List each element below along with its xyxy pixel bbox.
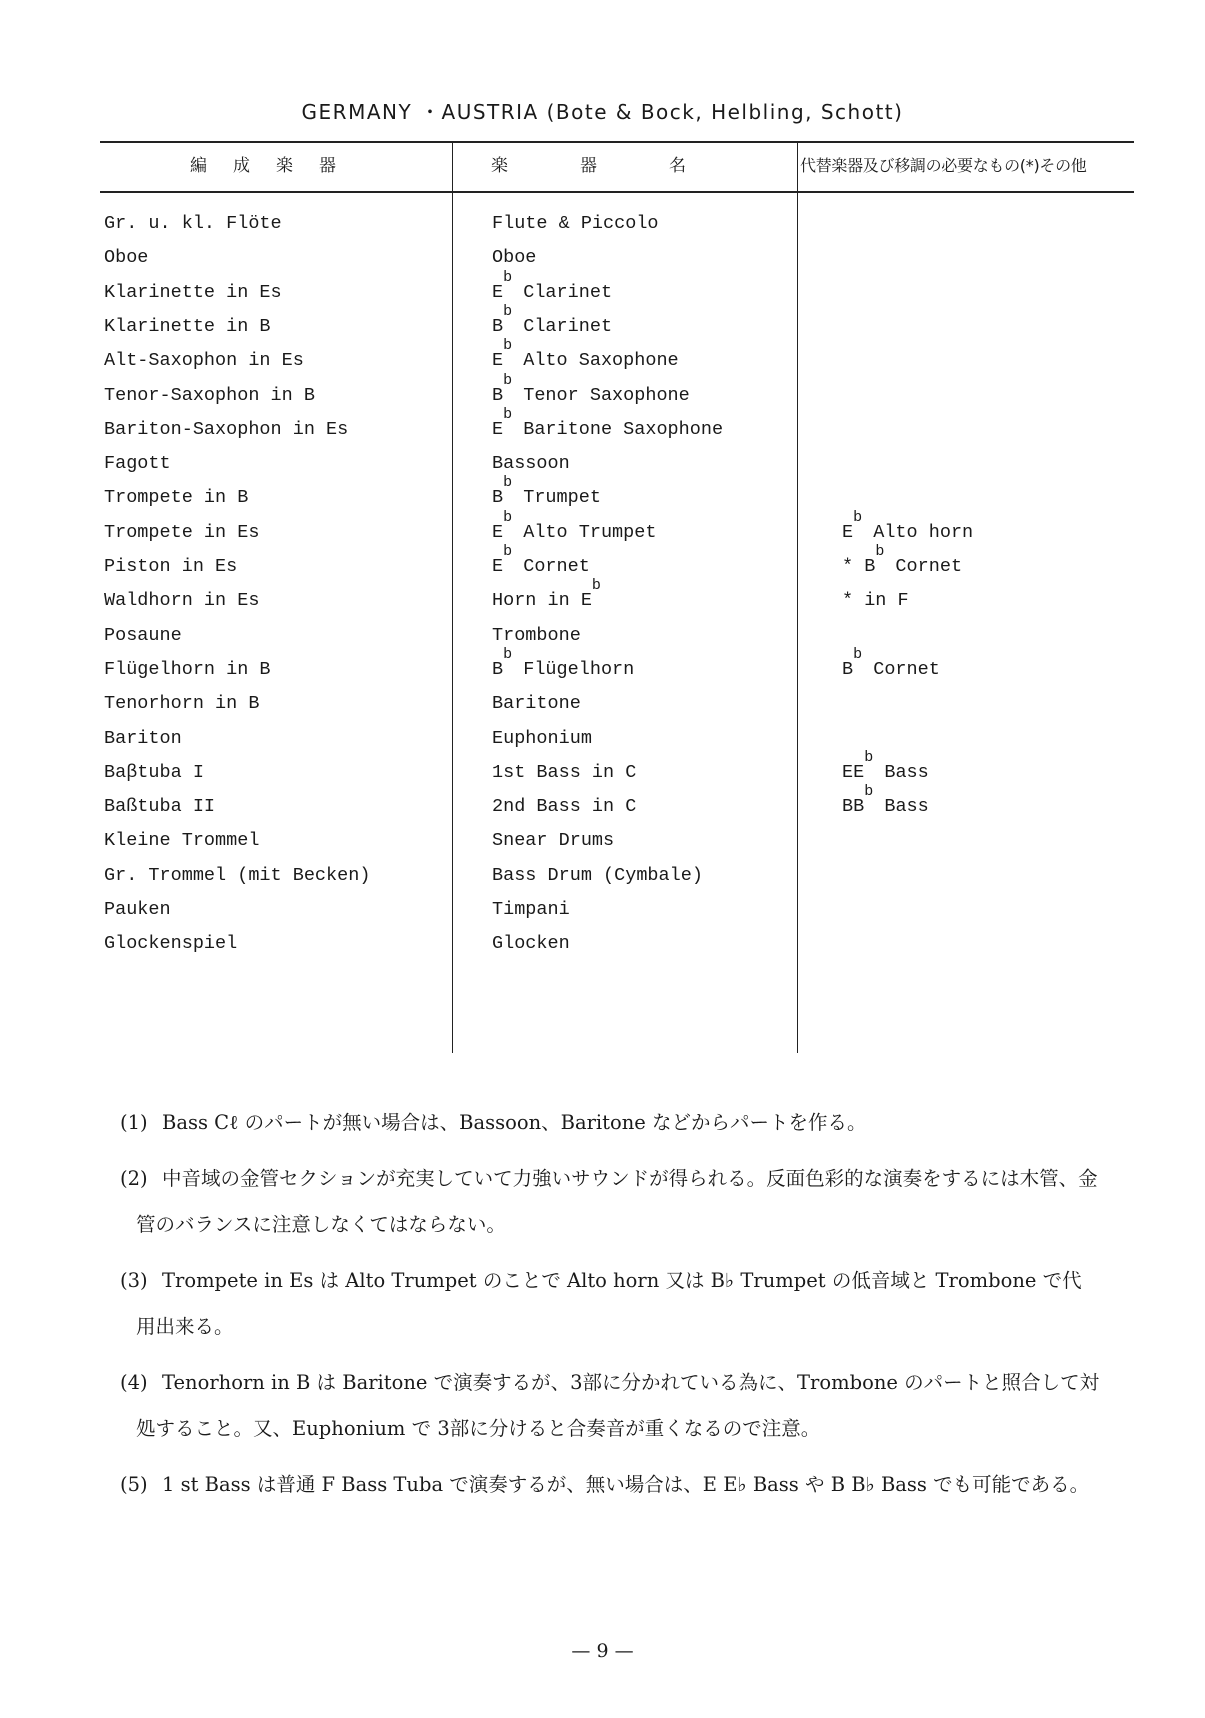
flat-superscript: b	[503, 337, 513, 355]
table-row	[100, 748, 1134, 792]
german-name	[104, 754, 204, 792]
table-row	[100, 685, 1134, 723]
english-name	[492, 543, 590, 586]
english-name-text: 1st Bass in C	[492, 761, 637, 783]
english-name	[492, 337, 679, 380]
english-name-text: E	[492, 521, 504, 543]
note-number: (1)	[120, 1111, 148, 1134]
flat-superscript: b	[503, 371, 513, 389]
english-name-text: Snear Drums	[492, 830, 615, 852]
german-name-text: Waldhorn in Es	[104, 590, 260, 612]
english-name-rest: Baritone Saxophone	[512, 418, 724, 440]
substitute-name	[842, 645, 940, 689]
german-name-text: Klarinette in Es	[104, 281, 282, 303]
table-row	[100, 645, 1134, 689]
table-row	[100, 474, 1134, 517]
english-name-rest: Alto Trumpet	[512, 521, 657, 543]
english-name-rest: Alto Saxophone	[512, 350, 679, 372]
english-name-text: Horn in E	[492, 590, 592, 612]
table-row	[100, 891, 1134, 929]
english-name-text: Timpani	[492, 899, 570, 920]
german-name-text: Baßtuba II	[104, 796, 216, 818]
page-number: — 9 —	[571, 1640, 634, 1662]
german-name	[104, 822, 259, 860]
flat-superscript: b	[853, 508, 863, 526]
english-name	[492, 405, 724, 449]
substitute-name-text: * B	[842, 556, 876, 577]
english-name-rest: Trumpet	[512, 487, 601, 509]
german-name-text: Trompete in Es	[104, 521, 260, 543]
table-row	[100, 405, 1134, 449]
flat-superscript: b	[853, 645, 863, 663]
german-name-text: Trompete in B	[104, 487, 249, 509]
english-name	[492, 239, 536, 277]
note-text: 中音域の金管セクションが充実していて力強いサウンドが得られる。反面色彩的な演奏をするには木管、金管のバランスに注意しなくてはならない。	[136, 1167, 1098, 1236]
substitute-name-rest: Alto horn	[862, 521, 974, 543]
note-text: 1 st Bass は普通 F Bass Tuba で演奏するが、無い場合は、E E♭ Bass や B B♭ Bass でも可能である。	[162, 1473, 1090, 1496]
english-name	[492, 371, 690, 415]
german-name-text: Fagott	[104, 453, 171, 475]
note-number: (3)	[120, 1269, 148, 1292]
english-name-text: E	[492, 281, 504, 303]
substitute-name-text: * in F	[842, 590, 909, 612]
note-item	[120, 1360, 1100, 1452]
table-row	[100, 239, 1134, 277]
table-row	[100, 205, 1134, 243]
flat-superscript: b	[875, 543, 885, 560]
english-name	[492, 857, 703, 895]
english-name-text: Trombone	[492, 624, 581, 646]
table-row	[100, 302, 1134, 346]
english-name-text: Oboe	[492, 247, 537, 269]
german-name	[104, 925, 237, 963]
english-name-rest: Tenor Saxophone	[512, 384, 690, 406]
german-name	[104, 891, 171, 929]
german-name-text: Gr. Trommel (mit Becken)	[104, 864, 371, 886]
header-substitute: 代替楽器及び移調の必要なもの(*)その他	[800, 156, 1087, 175]
german-name	[104, 788, 215, 826]
german-name	[104, 308, 271, 346]
english-name	[492, 508, 657, 552]
english-name-rest: Cornet	[512, 556, 590, 577]
english-name-text: E	[492, 350, 504, 372]
table-header-rule	[100, 191, 1134, 193]
english-name-text: B	[492, 487, 504, 509]
substitute-name	[842, 543, 963, 586]
note-item	[120, 1156, 1100, 1248]
flat-superscript: b	[503, 405, 513, 423]
english-name-text: E	[492, 418, 504, 440]
substitute-name	[842, 783, 929, 826]
header-ensemble-instrument: 編成楽器	[190, 156, 362, 176]
note-text: Tenorhorn in B は Baritone で演奏するが、3部に分かれている為に、Trombone のパートと照合して対処すること。又、Euphonium で 3部に分けると合奏音が重くなるので注意。	[136, 1371, 1100, 1440]
substitute-name-text: BB	[842, 796, 865, 818]
english-name-text: Flute & Piccolo	[492, 213, 659, 234]
substitute-name-rest: Bass	[873, 761, 929, 783]
table-row	[100, 543, 1134, 586]
german-name-text: Oboe	[104, 247, 149, 269]
substitute-name-text: E	[842, 521, 854, 543]
flat-superscript: b	[503, 508, 513, 526]
table-row	[100, 783, 1134, 826]
flat-superscript: b	[591, 577, 601, 595]
german-name-text: Kleine Trommel	[104, 830, 260, 852]
english-name-text: B	[492, 658, 504, 680]
english-name	[492, 205, 659, 243]
flat-superscript: b	[503, 302, 513, 320]
english-name	[492, 754, 636, 792]
note-number: (2)	[120, 1167, 148, 1190]
english-name-rest: Flügelhorn	[512, 658, 635, 680]
english-name-text: Bass Drum (Cymbale)	[492, 864, 703, 886]
german-name-text: Gr. u. kl. Flöte	[104, 213, 282, 234]
page-title: GERMANY ・AUSTRIA (Bote & Bock, Helbling, Schott)	[301, 100, 904, 124]
table-row	[100, 925, 1134, 963]
english-name-rest: Clarinet	[512, 315, 613, 337]
german-name	[104, 205, 282, 243]
german-name-text: Posaune	[104, 624, 182, 646]
english-name	[492, 720, 592, 758]
flat-superscript: b	[503, 645, 513, 663]
german-name-text: Tenor-Saxophon in B	[104, 384, 315, 406]
german-name-text: Glockenspiel	[104, 933, 238, 955]
german-name-text: Pauken	[104, 899, 171, 920]
substitute-name	[842, 582, 909, 620]
table-row	[100, 577, 1134, 620]
german-name	[104, 239, 148, 277]
german-name-text: Tenorhorn in B	[104, 693, 260, 715]
table-row	[100, 371, 1134, 415]
german-name	[104, 582, 259, 620]
substitute-name	[842, 748, 929, 792]
substitute-name-text: EE	[842, 761, 865, 783]
german-name-text: Klarinette in B	[104, 315, 271, 337]
english-name	[492, 822, 614, 860]
substitute-name-rest: Cornet	[884, 556, 963, 577]
german-name-text: Piston in Es	[104, 556, 238, 577]
table-row	[100, 822, 1134, 860]
note-item	[120, 1258, 1100, 1350]
flat-superscript: b	[503, 474, 513, 492]
german-name	[104, 377, 315, 415]
german-name	[104, 479, 248, 517]
english-name-text: 2nd Bass in C	[492, 796, 637, 818]
german-name-text: Flügelhorn in B	[104, 658, 271, 680]
english-name	[492, 788, 636, 826]
english-name	[492, 891, 570, 929]
german-name	[104, 651, 271, 689]
english-name-text: B	[492, 315, 504, 337]
german-name	[104, 445, 171, 483]
english-name	[492, 645, 635, 689]
note-number: (5)	[120, 1473, 148, 1496]
english-name	[492, 577, 601, 620]
german-name	[104, 548, 237, 586]
german-name-text: Bariton-Saxophon in Es	[104, 418, 349, 440]
table-row	[100, 337, 1134, 380]
german-name	[104, 685, 259, 723]
table-row	[100, 268, 1134, 312]
german-name	[104, 720, 182, 758]
english-name-text: Bassoon	[492, 453, 570, 475]
english-name-text: E	[492, 556, 504, 577]
german-name	[104, 342, 304, 380]
flat-superscript: b	[864, 783, 874, 801]
note-text: Trompete in Es は Alto Trumpet のことで Alto horn 又は B♭ Trumpet の低音域と Trombone で代用出来る。	[136, 1269, 1082, 1338]
substitute-name-text: B	[842, 658, 854, 680]
table-row	[100, 720, 1134, 758]
substitute-name-rest: Cornet	[862, 658, 940, 680]
table-row	[100, 445, 1134, 483]
german-name	[104, 514, 259, 552]
table-row	[100, 508, 1134, 552]
english-name-text: B	[492, 384, 504, 406]
german-name-text: Baβtuba I	[104, 761, 204, 783]
german-name	[104, 857, 370, 895]
english-name	[492, 685, 581, 723]
german-name-text: Bariton	[104, 727, 182, 749]
table-row	[100, 857, 1134, 895]
flat-superscript: b	[503, 543, 513, 560]
flat-superscript: b	[503, 268, 513, 286]
header-instrument-name: 楽器名	[491, 156, 758, 176]
flat-superscript: b	[864, 748, 874, 766]
german-name	[104, 411, 348, 449]
german-name	[104, 617, 182, 655]
english-name-text: Glocken	[492, 933, 570, 955]
german-name	[104, 274, 282, 312]
notes-section	[120, 1100, 1100, 1518]
note-item	[120, 1462, 1100, 1508]
english-name-rest: Clarinet	[512, 281, 613, 303]
note-text: Bass Cℓ のパートが無い場合は、Bassoon、Baritone などからパートを作る。	[162, 1111, 867, 1134]
substitute-name	[842, 508, 974, 552]
german-name-text: Alt-Saxophon in Es	[104, 350, 304, 372]
table-row	[100, 617, 1134, 655]
substitute-name-rest: Bass	[873, 796, 929, 818]
english-name-text: Baritone	[492, 693, 581, 715]
english-name	[492, 925, 570, 963]
english-name-text: Euphonium	[492, 727, 592, 749]
note-number: (4)	[120, 1371, 148, 1394]
note-item	[120, 1100, 1100, 1146]
